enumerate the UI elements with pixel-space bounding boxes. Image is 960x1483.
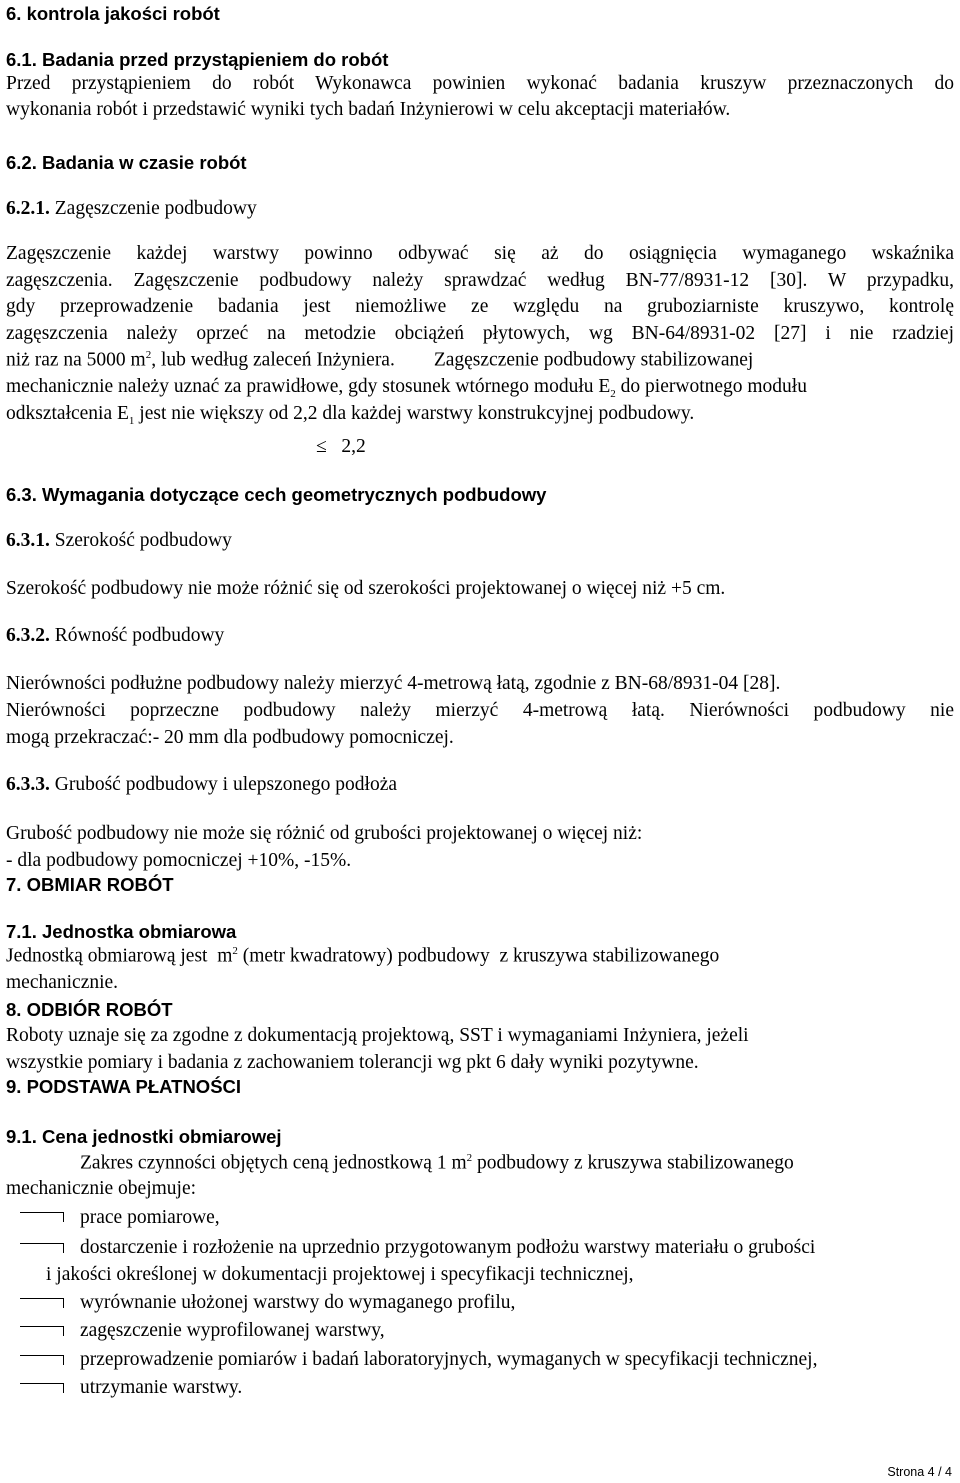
section-6-3-1-heading — [6, 530, 232, 552]
paragraph-line: mogą przekraczać:- 20 mm dla podbudowy pomocniczej. — [6, 727, 454, 748]
paragraph-line: Przed przystąpieniem do robót Wykonawca powinien wykonać badania kruszyw przeznaczonych do — [6, 73, 954, 94]
section-title: Zagęszczenie podbudowy — [49, 198, 257, 219]
formula — [316, 436, 366, 458]
less-equal-symbol: ≤ — [316, 436, 327, 457]
section-title: Grubość podbudowy i ulepszonego podłoża — [49, 774, 398, 795]
text-segment: do pierwotnego modułu — [615, 376, 807, 397]
text-segment: Jednostką obmiarową jest m — [6, 945, 233, 967]
section-6-heading: 6. kontrola jakości robót — [6, 3, 220, 24]
list-item-continuation: i jakości określonej w dokumentacji projektowej i specyfikacji technicznej, — [46, 1264, 634, 1285]
paragraph-line: wszystkie pomiary i badania z zachowaniem tolerancji wg pkt 6 dały wyniki pozytywne. — [6, 1052, 699, 1073]
list-item: prace pomiarowe, — [80, 1207, 220, 1228]
paragraph-line: mechanicznie obejmuje: — [6, 1178, 197, 1199]
bullet-marker-icon — [20, 1326, 64, 1338]
section-number: 6.3.2. — [6, 625, 50, 646]
paragraph-line: zagęszczenia. Zagęszczenie podbudowy należy sprawdzać według BN-77/8931-12 [30]. W przypadku, — [6, 270, 954, 291]
list-item: zagęszczenie wyprofilowanej warstwy, — [80, 1320, 385, 1341]
paragraph-line — [80, 1152, 794, 1175]
section-8-heading: 8. ODBIÓR ROBÓT — [6, 999, 173, 1020]
subscript: 2 — [610, 387, 616, 400]
text-segment: jest nie większy od 2,2 dla każdej warstwy konstrukcyjnej podbudowy. — [134, 403, 695, 424]
section-7-1-heading: 7.1. Jednostka obmiarowa — [6, 921, 237, 942]
section-6-3-3-heading — [6, 774, 397, 796]
list-item: wyrównanie ułożonej warstwy do wymaganego profilu, — [80, 1292, 516, 1313]
paragraph-line: wykonania robót i przedstawić wyniki tych badań Inżynierowi w celu akceptacji materiałów. — [6, 99, 731, 120]
paragraph-line — [6, 403, 694, 427]
text-segment: (metr kwadratowy) podbudowy z kruszywa stabilizowanego — [237, 945, 720, 967]
text-segment: odkształcenia E — [6, 403, 129, 424]
text-segment: niż raz na 5000 m — [6, 349, 146, 371]
bullet-marker-icon — [20, 1383, 64, 1395]
paragraph-line: - dla podbudowy pomocniczej +10%, -15%. — [6, 850, 352, 871]
formula-value: 2,2 — [341, 436, 366, 457]
section-7-heading: 7. OBMIAR ROBÓT — [6, 874, 174, 895]
superscript: 2 — [466, 1152, 473, 1164]
section-6-3-heading: 6.3. Wymagania dotyczące cech geometrycznych podbudowy — [6, 484, 547, 505]
paragraph-line: Roboty uznaje się za zgodne z dokumentacją projektową, SST i wymaganiami Inżyniera, jeżeli — [6, 1025, 749, 1046]
superscript: 2 — [145, 349, 152, 361]
section-number: 6.2.1. — [6, 198, 50, 219]
section-title: Szerokość podbudowy — [49, 530, 232, 551]
section-number: 6.3.3. — [6, 774, 50, 795]
section-title: Równość podbudowy — [49, 625, 225, 646]
section-number: 6.3.1. — [6, 530, 50, 551]
page-number: Strona 4 / 4 — [887, 1465, 952, 1479]
bullet-marker-icon — [20, 1298, 64, 1310]
paragraph-line: Szerokość podbudowy nie może różnić się od szerokości projektowanej o więcej niż +5 cm. — [6, 578, 726, 599]
section-9-1-heading: 9.1. Cena jednostki obmiarowej — [6, 1126, 282, 1147]
section-6-2-heading: 6.2. Badania w czasie robót — [6, 152, 247, 173]
subscript: 1 — [128, 414, 135, 427]
paragraph-line: gdy przeprowadzenie badania jest niemożliwe ze względu na gruboziarniste kruszywo, kontrolę — [6, 296, 954, 317]
paragraph-line — [6, 349, 954, 372]
list-item: utrzymanie warstwy. — [80, 1377, 243, 1398]
section-9-heading: 9. PODSTAWA PŁATNOŚCI — [6, 1076, 242, 1097]
paragraph-line: Grubość podbudowy nie może się różnić od grubości projektowanej o więcej niż: — [6, 823, 643, 844]
bullet-marker-icon — [20, 1355, 64, 1367]
section-6-1-heading: 6.1. Badania przed przystąpieniem do robót — [6, 49, 389, 70]
paragraph-line — [6, 945, 719, 968]
paragraph-line: Zagęszczenie każdej warstwy powinno odbywać się aż do osiągnięcia wymaganego wskaźnika — [6, 243, 954, 264]
paragraph-line: Nierówności poprzeczne podbudowy należy mierzyć 4-metrową łatą. Nierówności podbudowy nie — [6, 700, 954, 721]
superscript: 2 — [232, 945, 238, 957]
paragraph-line: zagęszczenia należy oprzeć na metodzie obciążeń płytowych, wg BN-64/8931-02 [27] i nie rzadziej — [6, 323, 954, 344]
text-segment: mechanicznie należy uznać za prawidłowe, gdy stosunek wtórnego modułu E — [6, 376, 611, 397]
text-segment: , lub według zaleceń Inżyniera. Zagęszczenie podbudowy stabilizowanej — [151, 349, 754, 371]
section-6-3-2-heading — [6, 625, 224, 647]
paragraph-line — [6, 376, 807, 400]
text-segment: Zakres czynności objętych ceną jednostkową 1 m — [80, 1152, 467, 1174]
section-6-2-1-heading — [6, 198, 257, 220]
list-item: dostarczenie i rozłożenie na uprzednio przygotowanym podłożu warstwy materiału o grubości — [80, 1237, 816, 1258]
bullet-marker-icon — [20, 1212, 64, 1224]
paragraph-line: Nierówności podłużne podbudowy należy mierzyć 4-metrową łatą, zgodnie z BN-68/8931-04 [28]. — [6, 673, 781, 694]
list-item: przeprowadzenie pomiarów i badań laboratoryjnych, wymaganych w specyfikacji technicznej, — [80, 1349, 818, 1370]
bullet-marker-icon — [20, 1243, 64, 1255]
text-segment: podbudowy z kruszywa stabilizowanego — [472, 1152, 794, 1174]
paragraph-line: mechanicznie. — [6, 972, 119, 993]
